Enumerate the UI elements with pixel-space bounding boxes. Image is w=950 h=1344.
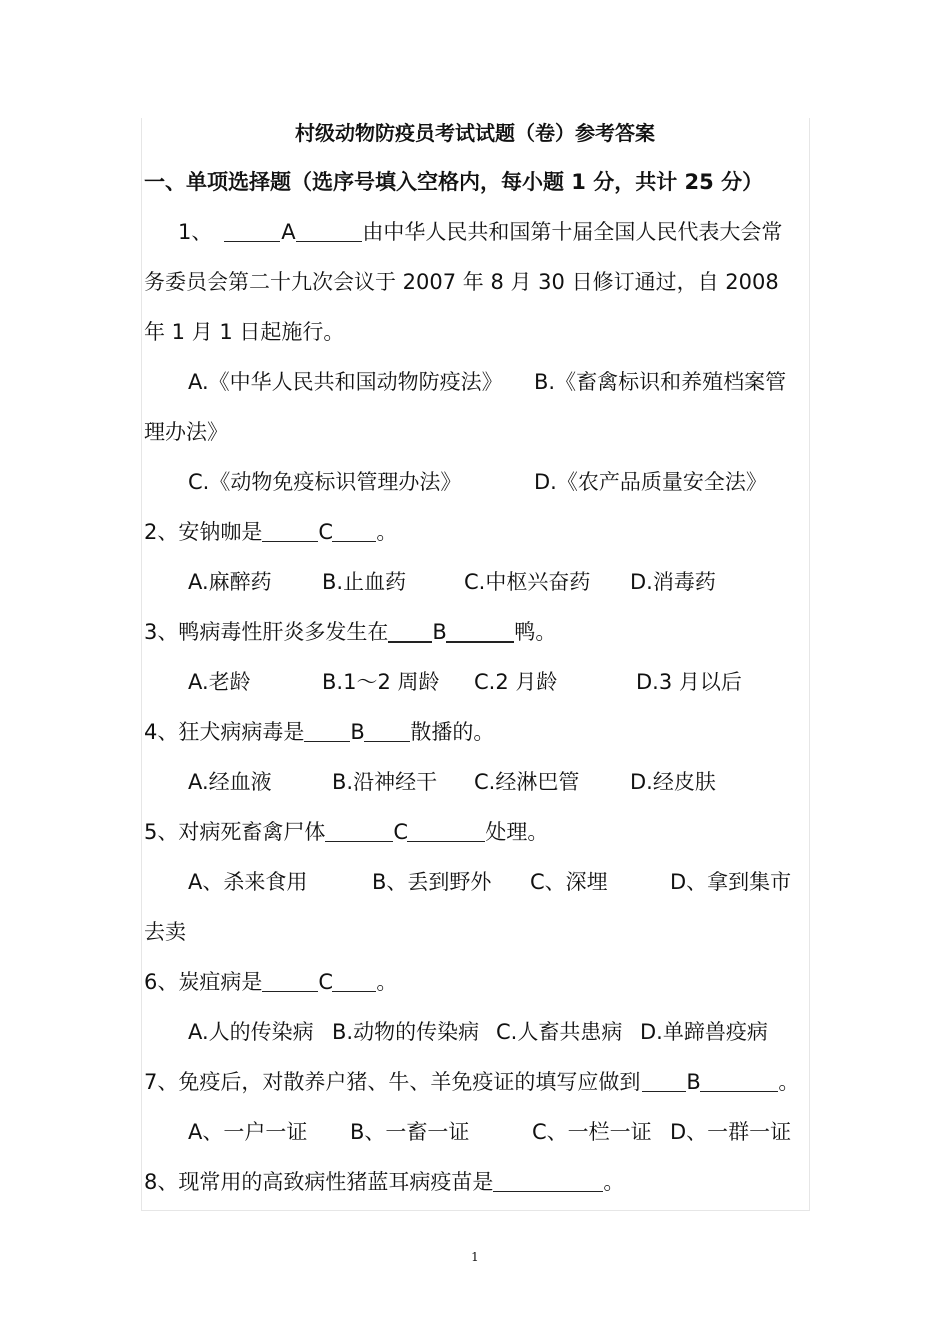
answer-q1: A — [281, 220, 296, 244]
document-title: 村级动物防疫员考试试题（卷）参考答案 — [295, 121, 655, 145]
q4-option-c: C.经淋巴管 — [474, 770, 580, 794]
q6-option-d: D.单蹄兽疫病 — [640, 1020, 768, 1044]
q2-option-d: D.消毒药 — [630, 570, 716, 594]
section-heading: 一、单项选择题（选序号填入空格内，每小题 1 分，共计 25 分） — [144, 170, 764, 194]
q4-option-a: A.经血液 — [188, 770, 272, 794]
q3-option-d: D.3 月以后 — [636, 670, 742, 694]
page-number: 1 — [471, 1250, 479, 1264]
answer-q4: B — [350, 720, 365, 744]
q6-option-a: A.人的传染病 — [188, 1020, 314, 1044]
q1-option-a: A.《中华人民共和国动物防疫法》 — [188, 370, 503, 394]
question-text: 4、狂犬病病毒是 — [144, 720, 305, 744]
question-text: 8、现常用的高致病性猪蓝耳病疫苗是 — [144, 1170, 494, 1194]
question-8: 8、现常用的高致病性猪蓝耳病疫苗是 。 — [144, 1167, 624, 1197]
question-7: 7、免疫后，对散养户猪、牛、羊免疫证的填写应做到 B 。 — [144, 1067, 799, 1097]
question-text: 3、鸭病毒性肝炎多发生在 — [144, 620, 389, 644]
q4-option-d: D.经皮肤 — [630, 770, 716, 794]
q4-option-b: B.沿神经干 — [332, 770, 438, 794]
q2-option-a: A.麻醉药 — [188, 570, 272, 594]
answer-q7: B — [686, 1070, 701, 1094]
q5-option-a: A、杀来食用 — [188, 870, 308, 894]
q7-option-b: B、一畜一证 — [350, 1120, 470, 1144]
question-4: 4、狂犬病病毒是 B 散播的。 — [144, 717, 494, 747]
q6-option-c: C.人畜共患病 — [496, 1020, 623, 1044]
question-text: 由中华人民共和国第十届全国人民代表大会常 — [362, 220, 783, 244]
q1-option-c: C.《动物免疫标识管理办法》 — [188, 470, 462, 494]
question-1-line2: 务委员会第二十九次会议于 2007 年 8 月 30 日修订通过，自 2008 — [144, 270, 779, 294]
q3-option-b: B.1～2 周龄 — [322, 670, 440, 694]
q6-option-b: B.动物的传染病 — [332, 1020, 480, 1044]
answer-q6: C — [318, 970, 334, 994]
q3-option-c: C.2 月龄 — [474, 670, 558, 694]
question-1-line3: 年 1 月 1 日起施行。 — [144, 320, 345, 344]
q7-option-a: A、一户一证 — [188, 1120, 308, 1144]
answer-q3: B — [432, 620, 447, 644]
question-number: 1、 — [178, 220, 213, 244]
q1-option-b: B.《畜禽标识和养殖档案管 — [534, 370, 787, 394]
q1-option-d: D.《农产品质量安全法》 — [534, 470, 767, 494]
answer-q8 — [493, 1167, 603, 1192]
q7-option-d: D、一群一证 — [670, 1120, 792, 1144]
q1-option-b-cont: 理办法》 — [144, 420, 228, 444]
question-text: 2、安钠咖是 — [144, 520, 263, 544]
question-1-line1 — [178, 217, 782, 247]
question-text: 7、免疫后，对散养户猪、牛、羊免疫证的填写应做到 — [144, 1070, 641, 1094]
q5-option-d: D、拿到集市 — [670, 870, 792, 894]
question-6: 6、炭疽病是 C 。 — [144, 967, 397, 997]
q5-option-b: B、丢到野外 — [372, 870, 492, 894]
question-text: 6、炭疽病是 — [144, 970, 263, 994]
q5-option-c: C、深埋 — [530, 870, 608, 894]
question-2: 2、安钠咖是 C 。 — [144, 517, 397, 547]
answer-q5: C — [393, 820, 409, 844]
question-5: 5、对病死畜禽尸体 C 处理。 — [144, 817, 548, 847]
q3-option-a: A.老龄 — [188, 670, 251, 694]
answer-q2: C — [318, 520, 334, 544]
question-3: 3、鸭病毒性肝炎多发生在 B 鸭。 — [144, 617, 556, 647]
q2-option-b: B.止血药 — [322, 570, 407, 594]
q7-option-c: C、一栏一证 — [532, 1120, 652, 1144]
q5-option-d-cont: 去卖 — [144, 920, 186, 944]
q2-option-c: C.中枢兴奋药 — [464, 570, 591, 594]
question-text: 5、对病死畜禽尸体 — [144, 820, 326, 844]
